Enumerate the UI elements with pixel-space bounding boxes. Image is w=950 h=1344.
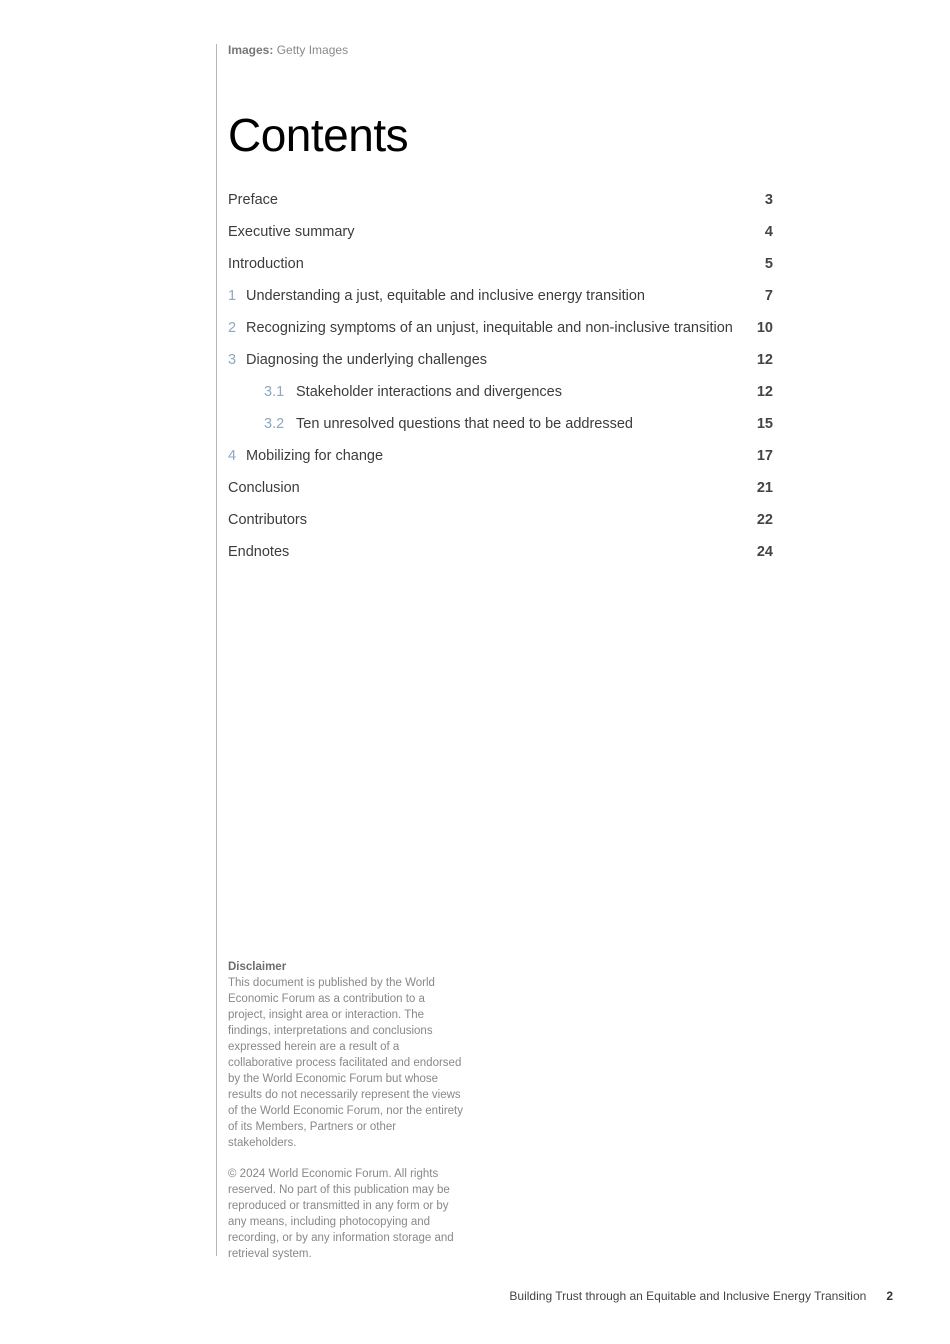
disclaimer [228,959,463,1262]
image-credit-label: Images: [228,43,274,57]
toc-entry-section-3[interactable] [228,344,773,376]
toc-entry-label: Conclusion [228,480,300,496]
toc-entry-label: Endnotes [228,544,290,560]
toc-entry-label: Ten unresolved questions that need to be addressed [296,416,633,432]
toc-entry-label: Understanding a just, equitable and inclusive energy transition [246,288,645,304]
disclaimer-title: Disclaimer [228,961,287,973]
image-credit-value: Getty Images [276,43,349,57]
toc-entry-section-4[interactable] [228,440,773,472]
toc-entry-page: 17 [756,448,773,464]
toc-entry-conclusion[interactable] [228,472,773,504]
toc-entry-label: Diagnosing the underlying challenges [246,352,488,368]
toc-entry-number: 3.1 [264,384,285,400]
toc-entry-number: 3.2 [264,416,285,432]
toc-entry-page: 22 [756,512,773,528]
toc-entry-page: 10 [756,320,773,336]
toc-entry-label: Mobilizing for change [246,448,384,464]
disclaimer-body: This document is published by the World Economic Forum as a contribution to a project, insight area or interaction. The findings, interpretations and conclusions expressed herein are a result of a collaborative process facilitated and endorsed by the World Economic Forum but whose results do not necessarily represent the views of the World Economic Forum, nor the entirety of its Members, Partners or other stakeholders. [228,977,463,1149]
image-credit [228,43,348,57]
toc-entry-executive-summary[interactable] [228,216,773,248]
toc-entry-label: Introduction [228,256,304,272]
toc-entry-page: 12 [756,352,773,368]
toc-entry-page: 24 [756,544,773,560]
toc-entry-label: Contributors [228,512,307,528]
toc-entry-number: 4 [228,448,237,464]
toc-entry-section-3-2[interactable] [228,408,773,440]
toc-entry-page: 3 [764,192,773,208]
toc-entry-introduction[interactable] [228,248,773,280]
table-of-contents [228,184,773,568]
toc-entry-label: Stakeholder interactions and divergences [296,384,562,400]
page-title: Contents [228,109,409,161]
toc-entry-section-2[interactable] [228,312,773,344]
toc-entry-number: 1 [228,288,237,304]
copyright-notice: © 2024 World Economic Forum. All rights reserved. No part of this publication may be reproduced or transmitted in any form or by any means, including photocopying and recording, or by any information storage and retrieval system. [228,1168,454,1260]
toc-entry-section-3-1[interactable] [228,376,773,408]
toc-entry-label: Executive summary [228,224,355,240]
toc-entry-page: 12 [756,384,773,400]
toc-entry-number: 3 [228,352,237,368]
toc-entry-page: 21 [756,480,773,496]
toc-entry-number: 2 [228,320,237,336]
footer-document-title: Building Trust through an Equitable and Inclusive Energy Transition [509,1289,867,1303]
toc-entry-preface[interactable] [228,184,773,216]
toc-entry-contributors[interactable] [228,504,773,536]
toc-entry-label: Preface [228,192,278,208]
toc-entry-section-1[interactable] [228,280,773,312]
page-footer [509,1289,893,1303]
toc-entry-page: 15 [756,416,773,432]
toc-entry-page: 7 [764,288,773,304]
toc-entry-label: Recognizing symptoms of an unjust, inequitable and non-inclusive transition [246,320,733,336]
toc-entry-page: 4 [764,224,773,240]
footer-page-number: 2 [886,1289,893,1303]
toc-entry-endnotes[interactable] [228,536,773,568]
margin-rule [216,44,217,1256]
toc-entry-page: 5 [764,256,773,272]
